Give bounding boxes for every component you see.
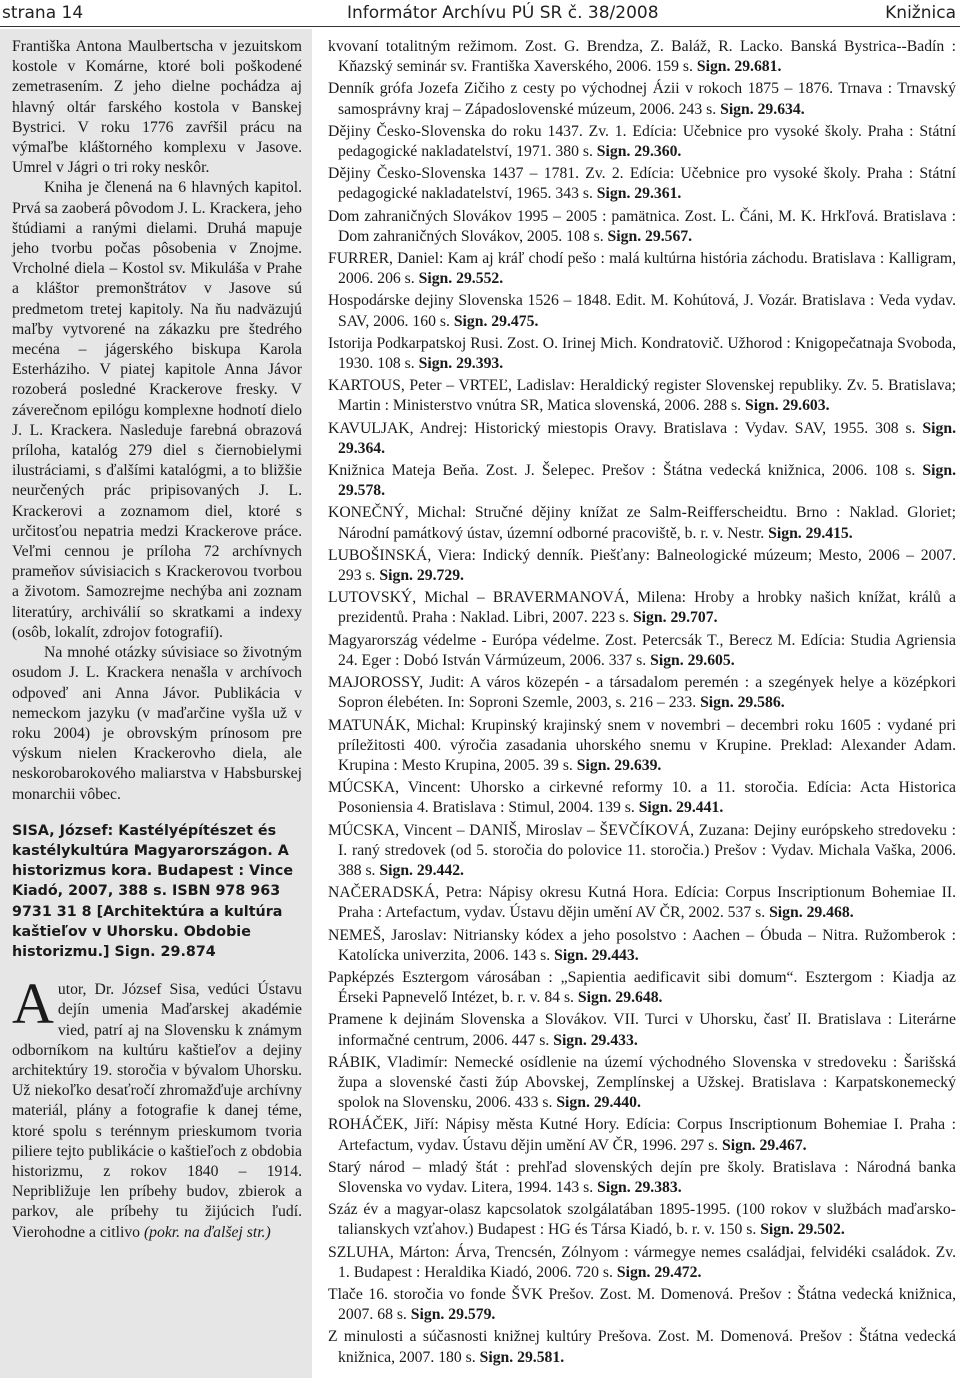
entry-text: LUTOVSKÝ, Michal – BRAVERMANOVÁ, Milena: Hroby a hrobky našich knížat, králů a prezidentů. Praha : Naklad. Libri, 2007. 223 s. [328,589,956,627]
entry-signature: Sign. 29.729. [379,567,464,585]
entry-signature: Sign. 29.639. [576,756,662,774]
bibliography-entry [328,376,956,416]
entry-signature: Sign. 29.648. [577,989,663,1007]
left-column [12,37,302,1243]
entry-signature: Sign. 29.440. [556,1094,641,1112]
bibliography-entry [328,1285,956,1325]
bibliography-entry [328,1010,956,1050]
entry-text: Dějiny Česko-Slovenska 1437 – 1781. Zv. 2. Edícia: Učebnice pro vysoké školy. Praha : Státní pedagogické nakladatelství, 1965. 343 s. [328,165,956,203]
entry-text: Istorija Podkarpatskoj Rusi. Zost. O. Irinej Mich. Kondratovič. Užhorod : Knigopečatnaja Svoboda, 1930. 108 s. [328,334,956,373]
entry-text: SZLUHA, Márton: Árva, Trencsén, Zólnyom : vármegye nemes családjai, felvidéki családok. Zv. 1. Budapest : Heraldika Kiadó, 2006. 720 s. [328,1243,956,1281]
header-rule [0,26,960,27]
drop-cap: A [12,971,54,1037]
entry-text: Z minulosti a súčasnosti knižnej kultúry Prešova. Zost. M. Domenová. Prešov : Štátna vedecká knižnica, 2007. 180 s. [328,1328,956,1366]
entry-signature: Sign. 29.472. [616,1263,702,1281]
entry-text: Knižnica Mateja Beňa. Zost. J. Šelepec. Prešov : Štátna vedecká knižnica, 2006. 108 s. [328,462,923,480]
bibliography-entry [328,883,956,923]
bibliography-entry [328,419,956,459]
entry-text: Papképzés Esztergom városában : „Sapientia aedificavit sibi domum“. Esztergom : Kiadja az Érseki Papnevelő Intézet, b. r. v. 84 s. [328,968,956,1007]
entry-text: Száz év a magyar-olasz kapcsolatok szolgálatában 1895-1995. (100 rokov v službách maďarsko-talianskych vzťahov.) Budapest : HG és Társa Kiadó, b. r. v. 150 s. [328,1201,956,1239]
entry-signature: Sign. 29.578. [338,462,956,500]
bibliography-entry [328,1243,956,1283]
entry-signature: Sign. 29.502. [760,1221,845,1239]
bibliography-entry [328,631,956,671]
entry-text: FURRER, Daniel: Kam aj kráľ chodí pešo : malá kultúrna história záchodu. Bratislava : Kalligram, 2006. 206 s. [328,250,956,288]
entry-signature: Sign. 29.605. [650,651,735,669]
entry-text: KAVULJAK, Andrej: Historický miestopis Oravy. Bratislava : Vydav. SAV, 1955. 308 s. [328,419,923,437]
review-paragraph-2: Kniha je členená na 6 hlavných kapitol. Prvá sa zaoberá pôvodom J. L. Krackera, jeho štúdiami a ranými dielami. Druhá mapuje jeho tvorbu počas pôsobenia v Znojme. Vrcholné diela – Kostol sv. Mikuláša v Prahe a kláštor premonštrátov v Jasove sú predmetom tretej kapitoly. Na ňu nadväzujú maľby vytvorené na zákazku pre štedrého mecéna – jágerského biskupa Karola Esterháziho. V piatej kapitole Anna Jávor rozoberá posledné Krackerove fresky. V záverečnom epilógu komplexne hodnotí dielo J. L. Krackera. Nasleduje farebná obrazová príloha, katalóg 279 diel s čiernobielymi ilustráciami, s ďalšími katalógmi, a to bližšie neurčených prác pripisovaných J. L. Krackerovi a zoznamom diel, ktoré s určitosťou nepatria medzi Krackerove práce. Veľmi cennou je príloha 72 archívnych prameňov súvisiacich s Krackerovou tvorbou a životom. Samozrejme nechýba ani zoznam literatúry, archiválií so skratkami a indexy (osôb, lokalít, zdrojov fotografií). [12,179,302,641]
bibliography-list [328,37,956,1370]
entry-signature: Sign. 29.634. [720,100,805,118]
entry-signature: Sign. 29.433. [553,1031,638,1049]
bibliography-entry [328,716,956,777]
bibliography-entry [328,821,956,882]
entry-signature: Sign. 29.415. [768,524,853,542]
entry-signature: Sign. 29.360. [596,143,682,161]
entry-signature: Sign. 29.361. [596,185,682,203]
bibliography-entry [328,291,956,331]
bibliography-entry [328,249,956,289]
bibliography-entry [328,334,956,374]
review-paragraph-3: Na mnohé otázky súvisiace so životným osudom J. L. Krackera nenašla v archívoch odpoveď ani Anna Jávor. Publikácia v nemeckom jazyku (v maďarčine vyšla už v roku 2004) je obrovským prínosom pre výskum nielen Krackerovho diela, ale neskorobarokového maliarstva v Habsburskej monarchii vôbec. [12,644,302,803]
entry-signature: Sign. 29.393. [418,355,504,373]
page-header [0,0,960,28]
entry-signature: Sign. 29.581. [479,1348,565,1366]
bibliography-entry [328,673,956,713]
bibliography-entry [328,207,956,247]
bibliography-entry [328,968,956,1008]
entry-text: Magyarország védelme - Európa védelme. Zost. Petercsák T., Berecz M. Edícia: Studia Agriensia 24. Eger : Dobó István Vármúzeum, 2006. 337 s. [328,631,956,669]
entry-text: Starý národ – mladý štát : prehľad slovenských dejín pre školy. Bratislava : Národná banka Slovenska vo vydav. Litera, 1994. 143 s. [328,1158,956,1196]
entry-text: KARTOUS, Peter – VRTEĽ, Ladislav: Heraldický register Slovenskej republiky. Zv. 5. Bratislava; Martin : Ministerstvo vnútra SR, Matica slovenská, 2006. 288 s. [328,377,956,415]
bibliography-entry [328,546,956,586]
section-name: Knižnica [885,3,956,23]
bibliography-entry [328,164,956,204]
bibliography-entry [328,588,956,628]
publication-title: Informátor Archívu PÚ SR č. 38/2008 [347,3,659,23]
entry-text: kvovaní totalitným režimom. Zost. G. Brendza, Z. Baláž, R. Lacko. Banská Bystrica--Badín : Kňazský seminár sv. Františka Xaverského, 2006. 159 s. [328,38,956,76]
entry-signature: Sign. 29.468. [769,904,854,922]
bibliography-entry [328,926,956,966]
entry-signature: Sign. 29.443. [554,946,639,964]
entry-signature: Sign. 29.364. [338,419,956,457]
entry-text: Denník grófa Jozefa Zičiho z cesty po východnej Ázii v rokoch 1875 – 1876. Trnava : Trnavský samosprávny kraj – Západoslovenské múzeum, 2006. 243 s. [328,80,956,118]
entry-signature: Sign. 29.567. [607,227,693,245]
entry-text: ROHÁČEK, Jiří: Nápisy města Kutné Hory. Edícia: Corpus Inscriptionum Bohemiae I. Praha : Artefactum, vydav. Ústavu dějin umění AV ČR, 1996. 297 s. [328,1116,956,1154]
bibliography-entry [328,37,956,77]
bibliography-entry [328,1115,956,1155]
entry-signature: Sign. 29.552. [418,270,504,288]
continued-note: (pokr. na ďalšej str.) [143,1223,271,1241]
page-number: strana 14 [2,3,84,23]
entry-text: NAČERADSKÁ, Petra: Nápisy okresu Kutná Hora. Edícia: Corpus Inscriptionum Bohemiae II. Praha : Artefactum, vydav. Ústavu dějin umění AV ČR, 2002. 537 s. [328,884,956,922]
bibliography-entry [328,503,956,543]
entry-signature: Sign. 29.579. [410,1306,496,1324]
bibliography-entry [328,1327,956,1367]
book-citation: SISA, József: Kastélyépítészet és kastélykultúra Magyarországon. A historizmus kora. Budapest : Vince Kiadó, 2007, 388 s. ISBN 978 963 9731 31 8 [Architektúra a kultúra kaštieľov v Uhorsku. Obdobie historizmu.] Sign. 29.874 [12,822,294,960]
entry-text: RÁBIK, Vladimír: Nemecké osídlenie na území východného Slovenska v stredoveku : Šarišská župa a slovenské časti žúp Abovskej, Zemplínskej a Užskej. Bratislava : Karpatskonemecký spolok na Slovensku, 2006. 433 s. [328,1053,956,1112]
entry-text: MAJOROSSY, Judit: A város közepén - a társadalom peremén : a szegények helye a középkori Sopron élebéten. In: Soproni Szemle, 2003, s. 216 – 233. [328,674,956,712]
review-paragraph-4-text: utor, Dr. József Sisa, vedúci Ústavu dejín umenia Maďarskej akadémie vied, patrí aj na Slovensku k známym odborníkom na kultúru kaštieľov a dejiny architektúry 19. storočia v bývalom Uhorsku. Už niekoľko desaťročí zhromažďuje archívny materiál, plány a fotografie k danej téme, ktoré spolu s terénnym prieskumom tvoria piliere tejto publikácie o kaštieľoch z obdobia historizmu, z rokov 1840 – 1914. Nepribližuje len príbehy budov, zbierok a parkov, ale príbehy tu žijúcich ľudí. Vierohodne a citlivo [12,981,302,1241]
bibliography-entry [328,778,956,818]
entry-text: NEMEŠ, Jaroslav: Nitriansky kódex a jeho posolstvo : Aachen – Óbuda – Nitra. Ružomberok : Katolícka univerzita, 2006. 143 s. [328,926,956,964]
review-paragraph-1: Františka Antona Maulbertscha v jezuitskom kostole v Komárne, ktoré boli poškodené zemetrasením. Z jeho dielne pochádza aj hlavný oltár farského kostola v Banskej Bystrici. V roku 1776 zavŕšil prácu na výmaľbe kláštorného komplexu v Jasove. Umrel v Jágri o tri roky neskôr. [12,38,302,177]
entry-text: Dějiny Česko-Slovenska do roku 1437. Zv. 1. Edícia: Učebnice pro vysoké školy. Praha : Státní pedagogické nakladatelství, 1971. 380 s. [328,122,956,161]
bibliography-entry [328,1158,956,1198]
entry-signature: Sign. 29.707. [632,609,718,627]
entry-signature: Sign. 29.383. [597,1178,682,1196]
entry-signature: Sign. 29.603. [744,397,830,415]
entry-text: MÚCSKA, Vincent: Uhorsko a cirkevné reformy 10. a 11. storočia. Edícia: Acta Historica Posoniensia 4. Bratislava : Stimul, 2004. 139 s. [328,779,956,817]
entry-text: MATUNÁK, Michal: Krupinský krajinský snem v novembri – decembri roku 1605 : vydané pri príležitosti 400. výročia zasadania uhorského snemu v Krupine. Preklad: Alexander Adam. Krupina : Mesto Krupina, 2005. 39 s. [328,716,956,774]
review-paragraph-4 [12,971,302,1243]
entry-text: LUBOŠINSKÁ, Viera: Indický denník. Piešťany: Balneologické múzeum; Mesto, 2006 – 2007. 293 s. [328,546,956,585]
entry-text: Tlače 16. storočia vo fonde ŠVK Prešov. Zost. M. Domenová. Prešov : Štátna vedecká knižnica, 2007. 68 s. [328,1285,956,1324]
entry-text: Pramene k dejinám Slovenska a Slovákov. VII. Turci v Uhorsku, časť II. Bratislava : Literárne informačné centrum, 2006. 447 s. [328,1011,956,1049]
entry-signature: Sign. 29.475. [453,312,539,330]
entry-signature: Sign. 29.586. [700,694,785,712]
bibliography-entry [328,79,956,119]
entry-signature: Sign. 29.681. [696,58,782,76]
bibliography-entry [328,122,956,162]
entry-text: KONEČNÝ, Michal: Stručné dějiny knížat ze Salm-Reifferscheidtu. Brno : Naklad. Gloriet; Národní památkový ústav, územní odborné pracoviště, b. r. v. Nestr. [328,504,956,542]
entry-signature: Sign. 29.441. [638,799,724,817]
bibliography-entry [328,1200,956,1240]
entry-text: Hospodárske dejiny Slovenska 1526 – 1848. Edit. M. Kohútová, J. Vozár. Bratislava : Veda vydav. SAV, 2006. 160 s. [328,292,956,330]
entry-signature: Sign. 29.467. [722,1136,807,1154]
bibliography-entry [328,461,956,501]
entry-text: MÚCSKA, Vincent – DANIŠ, Miroslav – ŠEVČÍKOVÁ, Zuzana: Dejiny európskeho stredoveku : I. raný stredovek (od 5. storočia do polovice 11. storočia.) Prešov : Vydav. Michala Vaška, 2006. 388 s. [328,821,956,879]
bibliography-entry [328,1053,956,1114]
entry-text: Dom zahraničných Slovákov 1995 – 2005 : pamätnica. Zost. L. Čáni, M. K. Hrkľová. Bratislava : Dom zahraničných Slovákov, 2005. 108 s. [328,207,956,245]
entry-signature: Sign. 29.442. [379,861,464,879]
